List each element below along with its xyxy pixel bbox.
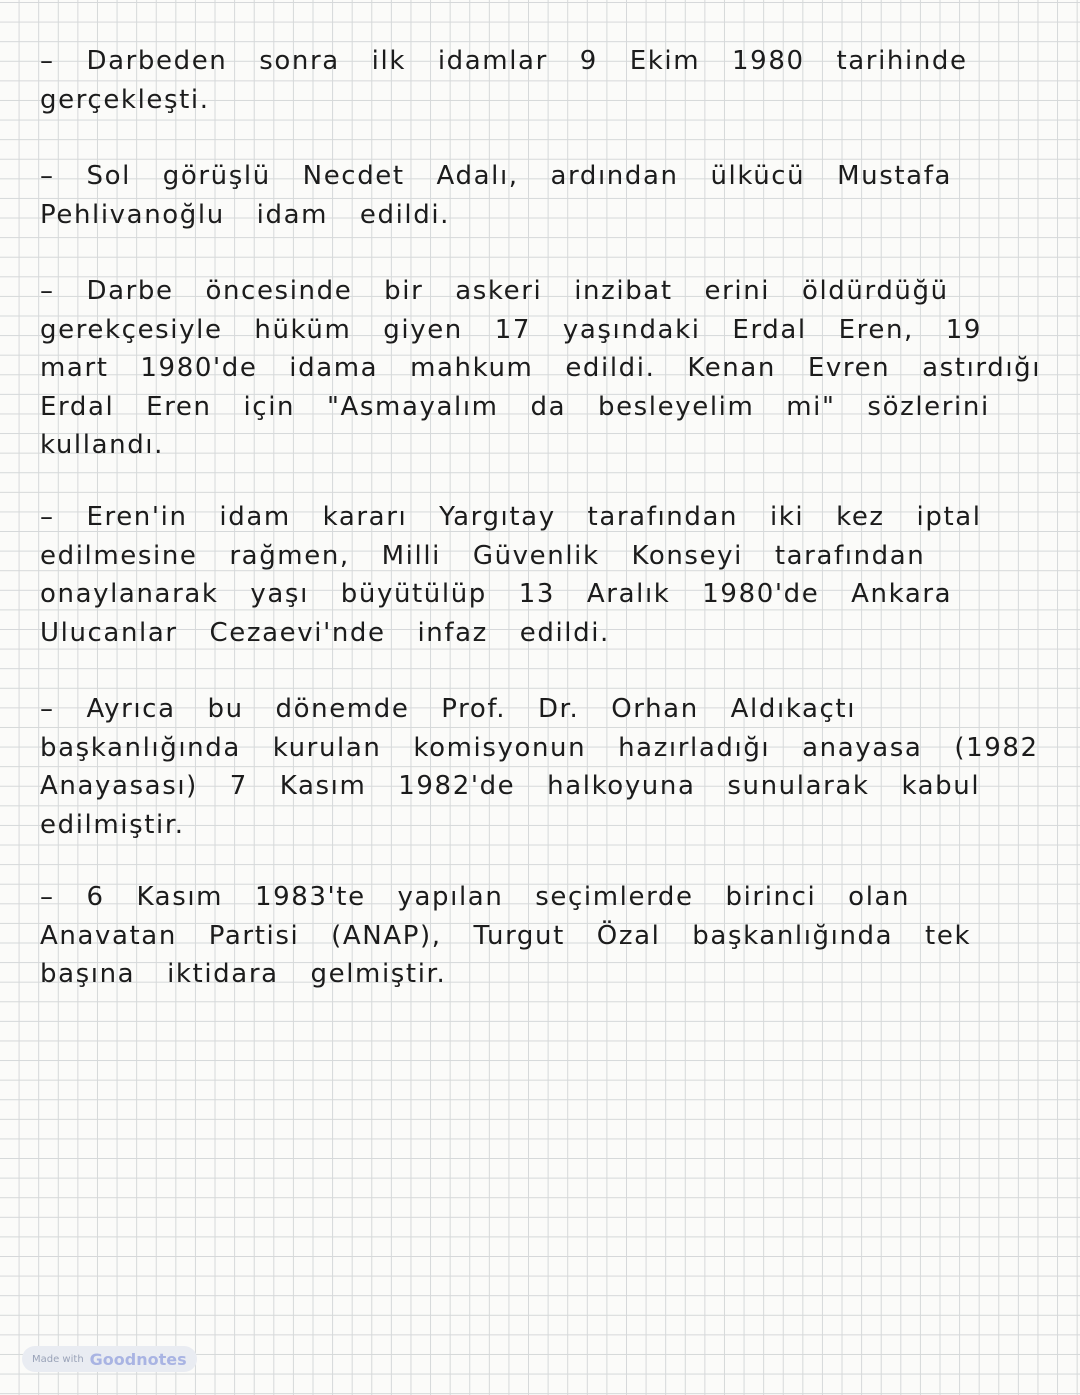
goodnotes-logo-text: Goodnotes — [89, 1349, 187, 1369]
badge-prefix: Made with — [32, 1353, 84, 1365]
note-paragraph-erdal-eren-sentence: – Darbe öncesinde bir askeri inzibat erini öldürdüğü gerekçesiyle hüküm giyen 17 yaşındaki Erdal Eren, 19 mart 1980'de idama mahkum edildi. Kenan Evren astırdığı Erdal Eren için "Asmayalım da besleyelim mi" sözlerini kullandı. — [40, 276, 1042, 460]
note-paragraph-eren-execution: – Eren'in idam kararı Yargıtay tarafından iki kez iptal edilmesine rağmen, Milli Güvenlik Konseyi tarafından onaylanarak yaşı büyütülüp 13 Aralık 1980'de Ankara Ulucanlar Cezaevi'nde infaz edildi. — [40, 502, 982, 648]
note-paragraph-1983-elections: – 6 Kasım 1983'te yapılan seçimlerde birinci olan Anavatan Partisi (ANAP), Turgut Özal başkanlığında tek başına iktidara gelmiştir. — [40, 882, 972, 989]
note-paragraph-adali-pehlivanoglu: – Sol görüşlü Necdet Adalı, ardından ülkücü Mustafa Pehlivanoğlu idam edildi. — [40, 161, 952, 230]
note-paragraph-1982-constitution: – Ayrıca bu dönemde Prof. Dr. Orhan Aldıkaçtı başkanlığında kurulan komisyonun hazırladığı anayasa (1982 Anayasası) 7 Kasım 1982'de halkoyuna sunularak kabul edilmiştir. — [40, 694, 1039, 840]
made-with-goodnotes-badge — [22, 1346, 197, 1372]
note-paragraph-first-executions: – Darbeden sonra ilk idamlar 9 Ekim 1980 tarihinde gerçekleşti. — [40, 46, 968, 115]
